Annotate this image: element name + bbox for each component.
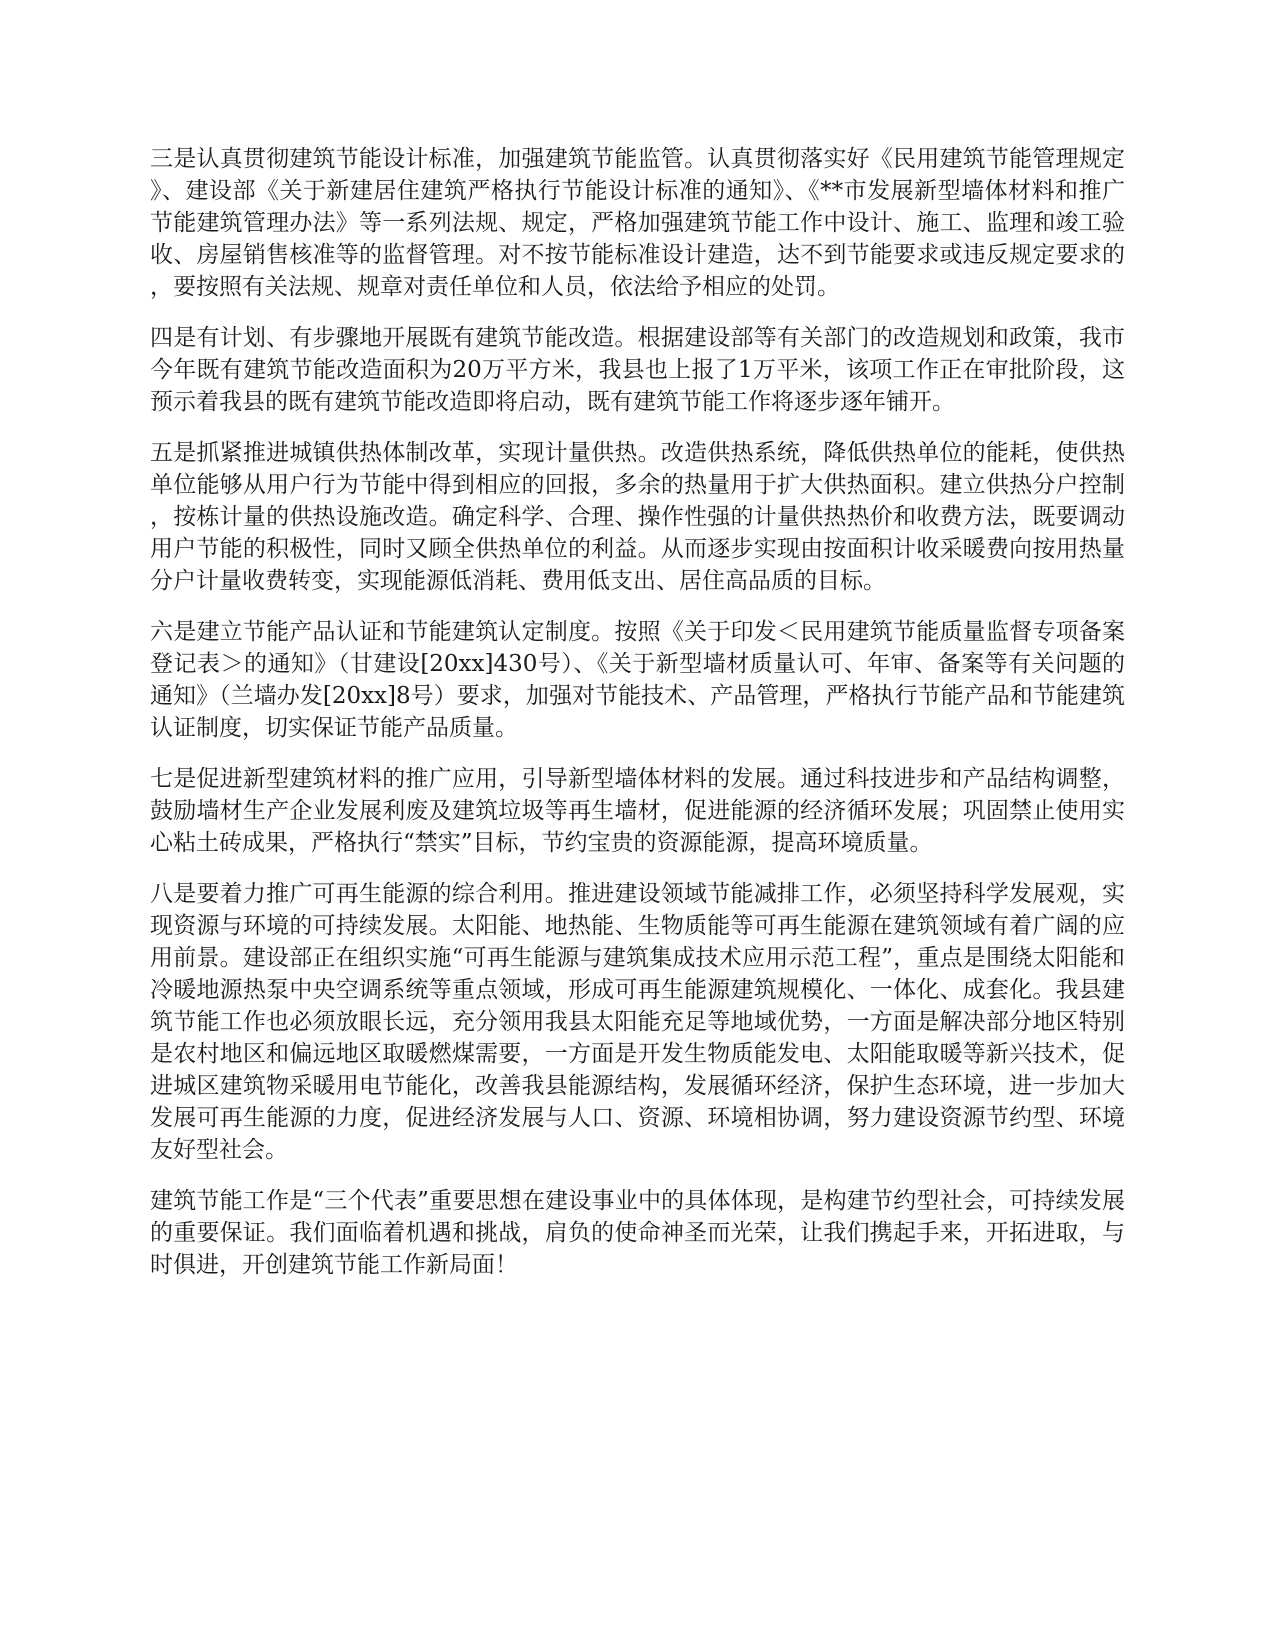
paragraph-conclusion: 建筑节能工作是“三个代表”重要思想在建设事业中的具体体现，是构建节约型社会，可持续发展的重要保证。我们面临着机遇和挑战，肩负的使命神圣而光荣，让我们携起手来，开拓进取，与时俱进，开创建筑节能工作新局面！ bbox=[150, 1188, 1125, 1278]
paragraph-four-retrofit: 四是有计划、有步骤地开展既有建筑节能改造。根据建设部等有关部门的改造规划和政策，我市今年既有建筑节能改造面积为20万平方米，我县也上报了1万平米，该项工作正在审批阶段，这预示着我县的既有建筑节能改造即将启动，既有建筑节能工作将逐步逐年铺开。 bbox=[150, 325, 1125, 415]
paragraph-three-design-standards: 三是认真贯彻建筑节能设计标准，加强建筑节能监管。认真贯彻落实好《民用建筑节能管理规定》、建设部《关于新建居住建筑严格执行节能设计标准的通知》、《**市发展新型墙体材料和推广节能建筑管理办法》等一系列法规、规定，严格加强建筑节能工作中设计、施工、监理和竣工验收、房屋销售核准等的监督管理。对不按节能标准设计建造，达不到节能要求或违反规定要求的，要按照有关法规、规章对责任单位和人员，依法给予相应的处罚。 bbox=[150, 146, 1125, 300]
document-page bbox=[150, 143, 1125, 1300]
paragraph-eight-renewable-energy: 八是要着力推广可再生能源的综合利用。推进建设领域节能减排工作，必须坚持科学发展观，实现资源与环境的可持续发展。太阳能、地热能、生物质能等可再生能源在建筑领域有着广阔的应用前景。建设部正在组织实施“可再生能源与建筑集成技术应用示范工程”，重点是围绕太阳能和冷暖地源热泵中央空调系统等重点领域，形成可再生能源建筑规模化、一体化、成套化。我县建筑节能工作也必须放眼长远，充分领用我县太阳能充足等地域优势，一方面是解决部分地区特别是农村地区和偏远地区取暖燃煤需要，一方面是开发生物质能发电、太阳能取暖等新兴技术，促进城区建筑物采暖用电节能化，改善我县能源结构，发展循环经济，保护生态环境，进一步加大发展可再生能源的力度，促进经济发展与人口、资源、环境相协调，努力建设资源节约型、环境友好型社会。 bbox=[150, 881, 1125, 1163]
paragraph-five-heating-reform: 五是抓紧推进城镇供热体制改革，实现计量供热。改造供热系统，降低供热单位的能耗，使供热单位能够从用户行为节能中得到相应的回报，多余的热量用于扩大供热面积。建立供热分户控制，按栋计量的供热设施改造。确定科学、合理、操作性强的计量供热热价和收费方法，既要调动用户节能的积极性，同时又顾全供热单位的利益。从而逐步实现由按面积计收采暖费向按用热量分户计量收费转变，实现能源低消耗、费用低支出、居住高品质的目标。 bbox=[150, 440, 1125, 594]
paragraph-six-certification: 六是建立节能产品认证和节能建筑认定制度。按照《关于印发＜民用建筑节能质量监督专项备案登记表＞的通知》（甘建设[20xx]430号）、《关于新型墙材质量认可、年审、备案等有关问题的通知》（兰墙办发[20xx]8号）要求，加强对节能技术、产品管理，严格执行节能产品和节能建筑认证制度，切实保证节能产品质量。 bbox=[150, 619, 1125, 741]
paragraph-seven-new-materials: 七是促进新型建筑材料的推广应用，引导新型墙体材料的发展。通过科技进步和产品结构调整，鼓励墙材生产企业发展利废及建筑垃圾等再生墙材，促进能源的经济循环发展；巩固禁止使用实心粘土砖成果，严格执行“禁实”目标，节约宝贵的资源能源，提高环境质量。 bbox=[150, 766, 1125, 856]
